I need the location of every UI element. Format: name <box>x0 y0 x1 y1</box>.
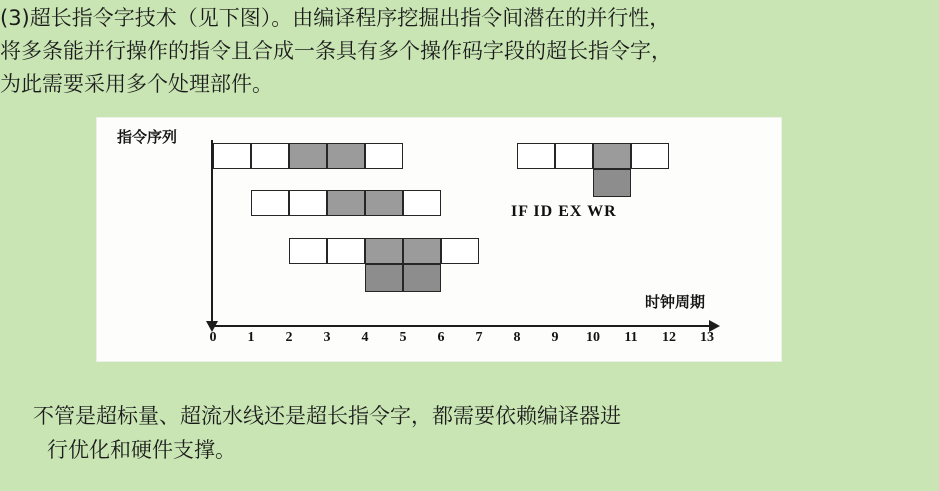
pipeline-cell-shaded <box>403 238 441 264</box>
stage-legend-label: IF ID EX WR <box>511 203 617 220</box>
top-paragraph-line-3: 为此需要采用多个处理部件。 <box>0 72 273 96</box>
x-axis-label: 时钟周期 <box>645 293 706 311</box>
legend-cell-ex <box>593 143 631 169</box>
x-axis-line <box>211 325 711 327</box>
pipeline-cell-shaded <box>327 143 365 169</box>
x-tick-2: 2 <box>285 330 293 345</box>
top-paragraph <box>0 2 939 101</box>
x-axis-ticks <box>211 330 721 352</box>
pipeline-cell-shaded <box>289 143 327 169</box>
x-tick-12: 12 <box>662 330 676 345</box>
pipeline-cell-shaded <box>365 264 403 292</box>
x-tick-1: 1 <box>247 330 255 345</box>
x-tick-4: 4 <box>361 330 369 345</box>
x-tick-10: 10 <box>586 330 600 345</box>
pipeline-cell <box>441 238 479 264</box>
x-tick-7: 7 <box>475 330 483 345</box>
x-tick-13: 13 <box>700 330 714 345</box>
x-tick-6: 6 <box>437 330 445 345</box>
pipeline-cell <box>289 238 327 264</box>
figure-image <box>97 118 781 361</box>
bottom-paragraph-line-1: 不管是超标量、超流水线还是超长指令字，都需要依赖编译器进 <box>33 404 621 428</box>
legend-cell-wr <box>631 143 669 169</box>
x-tick-9: 9 <box>551 330 559 345</box>
x-tick-5: 5 <box>399 330 407 345</box>
pipeline-cell-shaded <box>365 190 403 216</box>
pipeline-cell <box>251 190 289 216</box>
legend-cell-if <box>517 143 555 169</box>
pipeline-cell-shaded <box>403 264 441 292</box>
pipeline-cell <box>403 190 441 216</box>
legend-cell-ex-lower <box>593 169 631 197</box>
top-paragraph-line-1: (3)超长指令字技术（见下图）。由编译程序挖掘出指令间潜在的并行性， <box>0 6 671 30</box>
pipeline-cell <box>327 238 365 264</box>
pipeline-cell <box>213 143 251 169</box>
x-tick-0: 0 <box>209 330 217 345</box>
bottom-paragraph <box>33 399 923 467</box>
pipeline-cell <box>289 190 327 216</box>
x-tick-3: 3 <box>323 330 331 345</box>
top-paragraph-line-2: 将多条能并行操作的指令且合成一条具有多个操作码字段的超长指令字， <box>0 39 672 63</box>
pipeline-cell <box>365 143 403 169</box>
bottom-paragraph-line-2: 行优化和硬件支撑。 <box>47 438 236 462</box>
pipeline-cell-shaded <box>327 190 365 216</box>
x-tick-8: 8 <box>513 330 521 345</box>
y-axis-label: 指令序列 <box>117 128 178 146</box>
pipeline-cell-shaded <box>365 238 403 264</box>
legend-cell-id <box>555 143 593 169</box>
pipeline-cell <box>251 143 289 169</box>
x-tick-11: 11 <box>624 330 638 345</box>
